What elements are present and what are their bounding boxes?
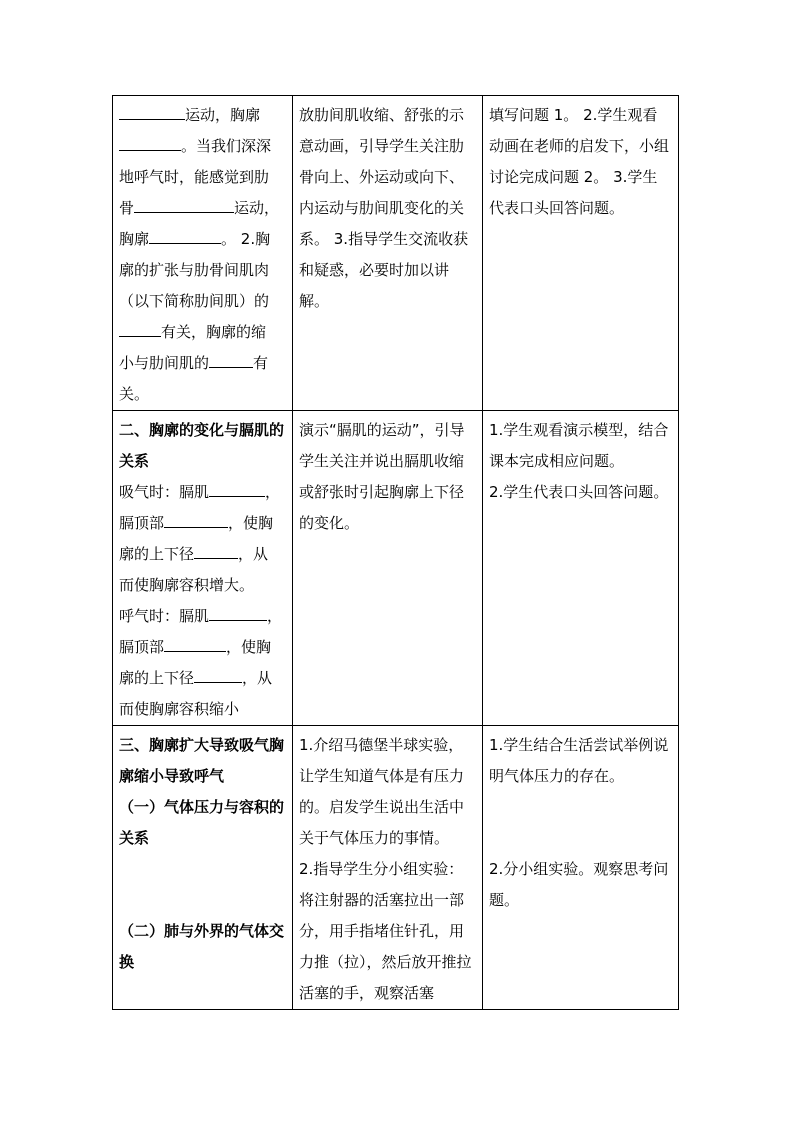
fill-blank bbox=[119, 132, 181, 151]
content-cell bbox=[113, 96, 293, 411]
cell-text: 填写问题 1。 2.学生观看动画在老师的启发下，小组讨论完成问题 2。 3.学生代表口头回答问题。 bbox=[489, 106, 670, 217]
cell-text: 2.分小组实验。观察思考问题。 bbox=[489, 860, 669, 909]
cell-text: 关。 bbox=[119, 385, 150, 403]
cell-text: 小与肋间肌的 bbox=[119, 354, 210, 372]
cell-text: 1.学生结合生活尝试举例说明气体压力的存在。 bbox=[489, 736, 669, 785]
spacer bbox=[119, 854, 286, 916]
cell-text: 骨 bbox=[119, 199, 135, 217]
cell-text: 吸气时：膈肌 bbox=[119, 483, 210, 501]
subsection-heading: （一）气体压力与容积的关系 bbox=[119, 798, 285, 847]
fill-blank bbox=[119, 101, 185, 120]
content-cell bbox=[113, 726, 293, 1010]
content-cell bbox=[113, 411, 293, 726]
cell-text: 膈顶部 bbox=[119, 638, 165, 656]
section-heading: 二、胸廓的变化与膈肌的关系 bbox=[119, 421, 285, 470]
cell-text: 有关，胸廓的缩 bbox=[161, 323, 267, 341]
spacer bbox=[489, 792, 672, 854]
fill-blank bbox=[194, 664, 242, 683]
cell-text: 廓的上下径 bbox=[119, 545, 195, 563]
cell-text: 廓的上下径 bbox=[119, 669, 195, 687]
fill-blank bbox=[164, 509, 228, 528]
fill-blank bbox=[119, 318, 161, 337]
subsection-heading: （二）肺与外界的气体交换 bbox=[119, 922, 285, 971]
cell-text: ，从 bbox=[238, 545, 269, 563]
table-row bbox=[113, 96, 679, 411]
fill-blank bbox=[209, 349, 253, 368]
table-row bbox=[113, 411, 679, 726]
cell-text: （以下简称肋间肌）的 bbox=[119, 292, 270, 310]
teacher-activity-cell bbox=[293, 96, 483, 411]
cell-text: 胸廓 bbox=[119, 230, 150, 248]
student-activity-cell bbox=[483, 411, 679, 726]
cell-text: 地呼气时，能感觉到肋 bbox=[119, 168, 270, 186]
cell-text: 运动， bbox=[234, 199, 280, 217]
cell-text: 演示“膈肌的运动”，引导学生关注并说出膈肌收缩或舒张时引起胸廓上下径的变化。 bbox=[299, 421, 465, 532]
cell-text: ， bbox=[265, 483, 281, 501]
cell-text: ，使胸 bbox=[228, 514, 274, 532]
cell-text: 膈顶部 bbox=[119, 514, 165, 532]
cell-text: 1.介绍马德堡半球实验，让学生知道气体是有压力的。启发学生说出生活中关于气体压力的事情。 bbox=[299, 736, 465, 847]
fill-blank bbox=[149, 225, 221, 244]
cell-text: 有 bbox=[253, 354, 269, 372]
cell-text: 廓的扩张与肋骨间肌肉 bbox=[119, 261, 270, 279]
cell-text: 。当我们深深 bbox=[181, 137, 272, 155]
fill-blank bbox=[164, 633, 226, 652]
cell-text: 2.学生代表口头回答问题。 bbox=[489, 483, 669, 501]
student-activity-cell bbox=[483, 96, 679, 411]
cell-text: 1.学生观看演示模型，结合课本完成相应问题。 bbox=[489, 421, 669, 470]
fill-blank bbox=[134, 194, 234, 213]
teacher-activity-cell bbox=[293, 411, 483, 726]
cell-text: 。 2.胸 bbox=[221, 230, 271, 248]
cell-text: 放肋间肌收缩、舒张的示意动画，引导学生关注肋骨向上、外运动或向下、内运动与肋间肌变化的关系。 3.指导学生交流收获和疑惑，必要时加以讲解。 bbox=[299, 106, 469, 310]
cell-text: 而使胸廓容积缩小 bbox=[119, 700, 240, 718]
fill-blank bbox=[209, 602, 267, 621]
lesson-table bbox=[112, 95, 679, 1010]
fill-blank bbox=[194, 540, 238, 559]
cell-text: ， bbox=[267, 607, 283, 625]
cell-text: 呼气时：膈肌 bbox=[119, 607, 210, 625]
cell-text: ，使胸 bbox=[226, 638, 272, 656]
cell-text: 运动，胸廓 bbox=[185, 106, 261, 124]
fill-blank bbox=[209, 478, 265, 497]
cell-text: ，从 bbox=[242, 669, 273, 687]
table-row bbox=[113, 726, 679, 1010]
teacher-activity-cell bbox=[293, 726, 483, 1010]
section-heading: 三、胸廓扩大导致吸气胸廓缩小导致呼气 bbox=[119, 736, 285, 785]
student-activity-cell bbox=[483, 726, 679, 1010]
cell-text: 2.指导学生分小组实验：将注射器的活塞拉出一部分，用手指堵住针孔，用力推（拉），然后放开推拉活塞的手，观察活塞 bbox=[299, 860, 472, 1002]
cell-text: 而使胸廓容积增大。 bbox=[119, 576, 255, 594]
